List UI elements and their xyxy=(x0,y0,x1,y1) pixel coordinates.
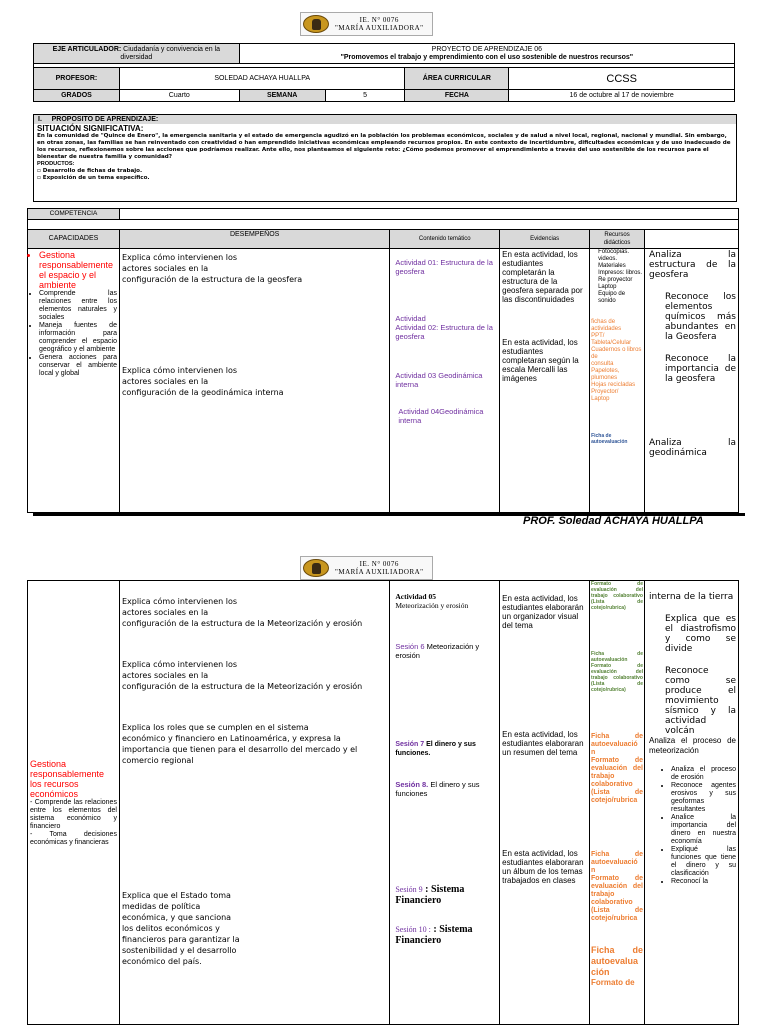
eje-cell: EJE ARTICULADOR: Ciudadanía y convivencia en la diversidad xyxy=(34,44,240,64)
recursos-cell-2 xyxy=(590,581,645,1025)
area-label: ÁREA CURRICULAR xyxy=(405,68,509,90)
contenido-cell-2: Actividad 05 Meteorización y erosión Sesión 6 Meteorización y erosión Sesión 7 El dinero y sus funciones. Sesión 8. El dinero y sus funciones Sesión 9 : Sistema Financiero Sesión 10 : : Sistema Financiero xyxy=(390,581,500,1025)
actividad-item: Actividad 02: Estructura de la geosfera xyxy=(395,323,493,341)
criterio-item: Reconoce la importancia de la geosfera xyxy=(665,354,736,384)
actividad-item: Actividad 03 Geodinámica interna xyxy=(395,371,483,389)
producto-item: ▫ Exposición de un tema específico. xyxy=(37,175,150,181)
capacidad-item: - Comprende las relaciones entre los elementos del sistema económico y financiero xyxy=(30,798,117,830)
criterio-item: Analiza el proceso de meteorización xyxy=(649,736,736,755)
profesor-label: PROFESOR: xyxy=(34,68,120,90)
criterio-item: interna de la tierra xyxy=(649,592,734,602)
criterio-list-item: • Expliqué las funciones que tiene el dinero y su clasificación xyxy=(671,846,736,878)
school-number: IE. N° 0076 xyxy=(359,560,399,568)
criterio-item: Reconoce como se produce el movimiento sísmico y la actividad volcán xyxy=(665,666,736,736)
school-name: "MARÍA AUXILIADORA" xyxy=(335,568,424,576)
capacidad-item: - Toma decisiones económicas y financieras xyxy=(30,830,117,846)
school-crest-icon xyxy=(303,15,329,33)
competencia-label: COMPETENCIA xyxy=(28,209,120,220)
competencia-name-2: Gestiona responsablemente los recursos económicos xyxy=(30,758,105,799)
fecha-value: 16 de octubre al 17 de noviembre xyxy=(509,90,735,102)
actividad-item: Actividad xyxy=(395,314,426,323)
header-table xyxy=(33,43,735,102)
school-number: IE. N° 0076 xyxy=(359,16,399,24)
grados-label: GRADOS xyxy=(34,90,120,102)
actividad-item: Actividad 04Geodinámica interna xyxy=(398,407,484,425)
ficha-autoevaluacion: Ficha de autoevaluación xyxy=(591,433,628,445)
proposito-section xyxy=(33,114,737,202)
criterio-item: Analiza la geodinámica xyxy=(649,438,736,458)
recurso-item: Ficha de autoevaluación Formato de evaluación del trabajo colaborativo (Lista de cotejo/rubrica) xyxy=(591,651,643,693)
recurso-item: Formato de evaluación del trabajo colaborativo (Lista de cotejo/rubrica xyxy=(591,875,643,922)
proposito-title: I. PROPOSITO DE APRENDIZAJE: xyxy=(34,115,736,124)
recurso-item: Ficha de autoevaluació n xyxy=(591,851,643,874)
criterio-list-item: • Reconoce agentes erosivos y sus geoformas resultantes xyxy=(671,782,736,814)
evidencia-item: En esta actividad, los estudiantes elaborarán un organizador visual del tema xyxy=(502,594,584,630)
evidencia-item: En esta actividad, los estudiantes completaran según la escala Mercalli las imágenes xyxy=(502,338,579,383)
producto-item: ▫ Desarrollo de fichas de trabajo. xyxy=(37,168,143,174)
proyecto-cell: PROYECTO DE APRENDIZAJE 06 "Promovemos el trabajo y emprendimiento con el uso sostenible de nuestros recursos" xyxy=(239,44,734,64)
actividad-item: Actividad 01: Estructura de la geosfera xyxy=(395,258,493,276)
col-evidencias: Evidencias xyxy=(500,230,590,249)
criterio-item: Analiza la estructura de la geosfera xyxy=(649,250,736,280)
capacidad-item: • Genera acciones para conservar el ambiente local y global xyxy=(39,354,117,378)
area-value: CCSS xyxy=(509,68,735,90)
fecha-label: FECHA xyxy=(405,90,509,102)
competencias-table-1 xyxy=(27,208,739,513)
criterios-cell xyxy=(645,249,739,513)
situacion-text: En la comunidad de "Quince de Enero", la emergencia sanitaria y el estado de emergencia agudizó en la población los problemas económicos, sociales y de salud a nivel local, regional, nacional y mundial. Sin embargo, en otras zonas, las familias se han reinventado con creatividad o han emprendido iniciativas económicas empleando recursos propios. En este contexto de incertidumbre, dificultades económicas y de uso inadecuado de los recursos, reflexionemos sobre las acciones que podríamos realizar. Ante ello, nos planteamos el siguiente reto: ¿Cómo podemos promover el emprendimiento a través del uso sostenible de los recursos para el bienestar de nuestra familia y comunidad? xyxy=(37,133,731,160)
col-capacidades: CAPACIDADES xyxy=(28,230,120,249)
evidencia-item: En esta actividad, los estudiantes elaboraran un álbum de los temas trabajados en clases xyxy=(502,849,584,885)
recurso-item: Ficha de autoevalua ción xyxy=(591,945,643,977)
criterio-item: Reconoce los elementos químicos más abundantes en la Geosfera xyxy=(665,292,736,342)
criterio-list-item: • Analiza el proceso de erosión xyxy=(671,766,736,782)
evidencias-cell-2 xyxy=(500,581,590,1025)
school-name: "MARÍA AUXILIADORA" xyxy=(335,24,424,32)
col-desempenos: DESEMPEÑOS xyxy=(119,230,389,249)
school-logo-banner-2 xyxy=(300,556,433,580)
criterios-cell-2 xyxy=(645,581,739,1025)
evidencias-cell xyxy=(500,249,590,513)
desempenos-cell: Explica cómo intervienen los actores sociales en la configuración de la estructura de la geosfera Explica cómo intervienen los actores sociales en la configuración de la geodinámica interna xyxy=(119,249,389,513)
recursos-cell: • Fotocopias. • videos. • Materiales Impresos: libros. • Re proyector • Laptop • Equipo de sonido fichas de actividades PPT/ Tableta/Celular Cuadernos o libros de consulta Papelotes, plumones Hojas recicladas Proyector/ Laptop Ficha de autoevaluación xyxy=(590,249,645,513)
competencia-name: • Gestiona responsablemente el espacio y el ambiente xyxy=(39,250,117,290)
grados-value: Cuarto xyxy=(119,90,239,102)
evidencia-item: En esta actividad, los estudiantes completarán la estructura de la geosfera separada por las discontinuidades xyxy=(502,250,583,304)
recurso-item: Formato de evaluación del trabajo colaborativo (Lista de cotejo/rubrica) xyxy=(591,581,643,611)
capacidad-item: • Comprende las relaciones entre los elementos naturales y sociales xyxy=(39,290,117,322)
capacidades-cell xyxy=(28,249,120,513)
evidencia-item: En esta actividad, los estudiantes elaboraran un resumen del tema xyxy=(502,730,584,757)
recurso-item: Formato de evaluación del trabajo colaborativo (Lista de cotejo/rubrica xyxy=(591,757,643,804)
productos-label: PRODUCTOS: xyxy=(37,161,75,167)
capacidades-cell-2 xyxy=(28,581,120,1025)
desempenos-cell-2: Explica cómo intervienen los actores sociales en la configuración de la estructura de la Meteorización y erosión Explica cómo intervienen los actores sociales en la configuración de la estructura de la Meteorización y erosión Explica los roles que se cumplen en el sistema económico y financiero en Latinoamérica, y expresa la importancia que tienen para el desarrollo del mercado y el comercio regional Explica que el Estado toma medidas de política económica, y que sanciona los delitos económicos y financieros para garantizar la sostenibilidad y el desarrollo económico del país. xyxy=(119,581,389,1025)
competencias-table-2 xyxy=(27,580,739,1025)
criterio-list-item: • Reconocí la xyxy=(671,878,736,886)
school-crest-icon xyxy=(303,559,329,577)
criterio-item: Explica que es el diastrofismo y como se divide xyxy=(665,614,736,654)
col-contenido: Contenido temático xyxy=(390,230,500,249)
profesor-value: SOLEDAD ACHAYA HUALLPA xyxy=(119,68,405,90)
recurso-item: Formato de xyxy=(591,978,635,987)
signature: PROF. Soledad ACHAYA HUALLPA xyxy=(523,515,704,527)
semana-label: SEMANA xyxy=(239,90,325,102)
contenido-cell xyxy=(390,249,500,513)
recurso-item: Ficha de autoevaluació n xyxy=(591,733,643,756)
situacion-title: SITUACIÓN SIGNIFICATIVA: xyxy=(37,124,144,133)
criterio-list-item: • Analice la importancia del dinero en nuestra economía xyxy=(671,814,736,846)
semana-value: 5 xyxy=(325,90,405,102)
col-recursos: Recursos didácticos xyxy=(590,230,645,249)
school-logo-banner xyxy=(300,12,433,36)
capacidad-item: • Maneja fuentes de información para comprender el espacio geográfico y el ambiente xyxy=(39,322,117,354)
